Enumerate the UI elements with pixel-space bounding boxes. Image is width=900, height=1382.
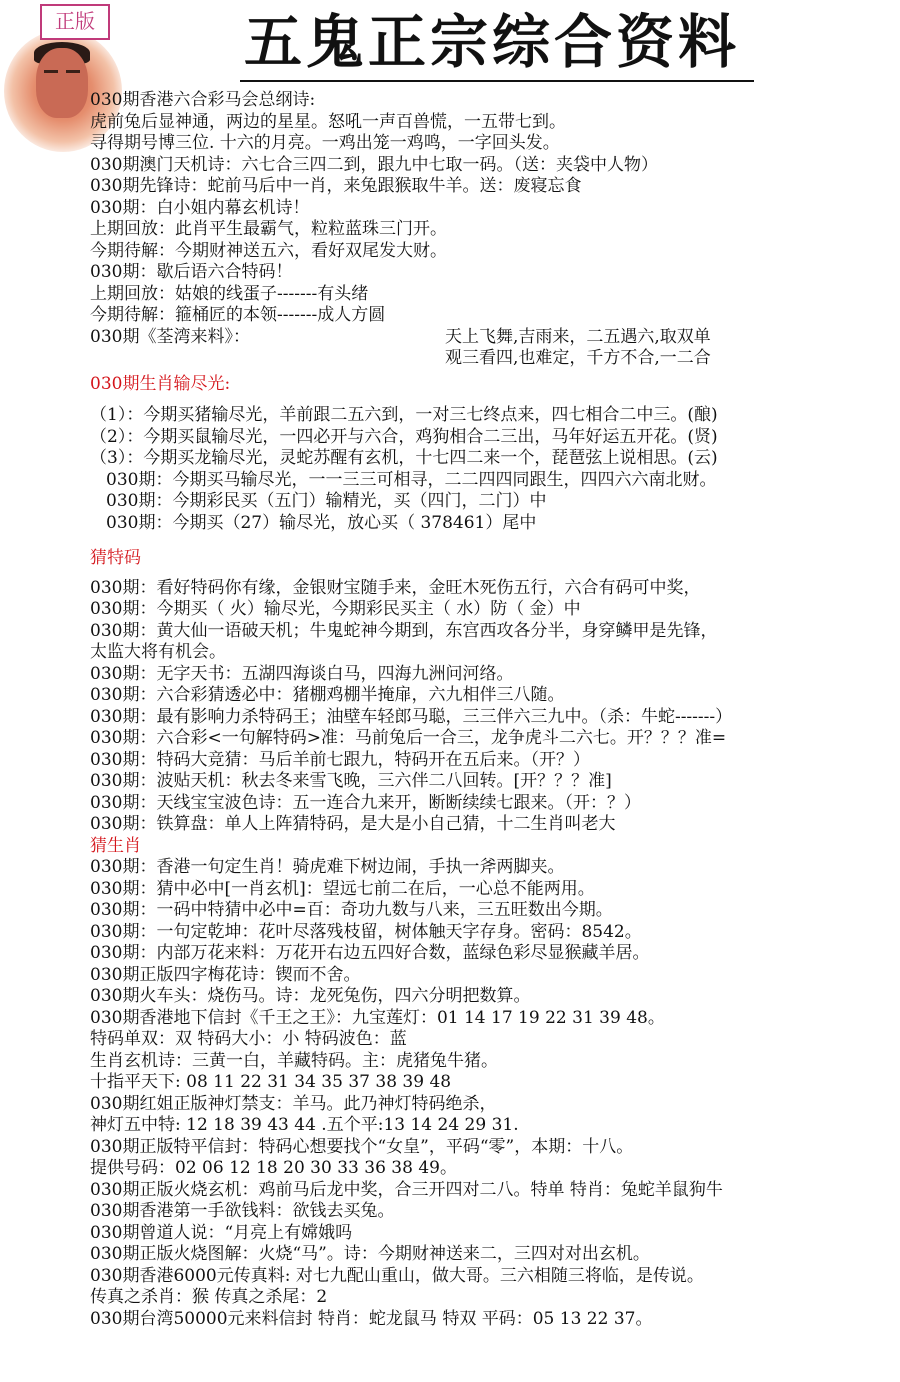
section-heading-temao: 猜特码 [90, 548, 141, 568]
text-line: 030期红姐正版神灯禁支：羊马。此乃神灯特码绝杀， [90, 1093, 497, 1114]
text-line: 030期正版火烧玄机：鸡前马后龙中奖，合三开四对二八。特单 特肖：兔蛇羊鼠狗牛 [90, 1179, 723, 1200]
text-line: 特码单双：双 特码大小：小 特码波色：蓝 [90, 1029, 407, 1049]
text-line: 上期回放：此肖平生最霸气，粒粒蓝珠三门开。 [90, 219, 447, 239]
text-line: 030期：一码中特猜中必中=百：奇功九数与八来，三五旺数出今期。 [90, 900, 613, 920]
text-line: 生肖玄机诗：三黄一白，羊藏特码。主：虎猪兔牛猪。 [90, 1050, 498, 1071]
text-line: 030期香港6000元传真料: 对七九配山重山，做大哥。三六相随三将临，是传说。 [90, 1265, 704, 1286]
text-line: 030期：波贴天机：秋去冬来雪飞晚，三六伴二八回转。[开？？？准] [90, 771, 612, 791]
text-line: 寻得期号博三位. 十六的月亮。一鸡出笼一鸡鸣，一字回头发。 [90, 133, 560, 153]
text-line: 030期香港地下信封《千王之王》：九宝莲灯：01 14 17 19 22 31 39 48。 [90, 1007, 665, 1028]
text-line: 030期正版四字梅花诗：锲而不舍。 [90, 964, 361, 985]
text-line: 030期：白小姐内幕玄机诗！ [90, 197, 310, 218]
text-line: 030期：香港一句定生肖！骑虎难下树边闹，手执一斧两脚夹。 [90, 857, 565, 877]
text-line: （3）：今期买龙输尽光，灵蛇苏醒有玄机，十七四二来一个，琵琶弦上说相思。(云) [90, 448, 718, 468]
text-line: 030期澳门天机诗：六七合三四二到，跟九中七取一码。（送：夹袋中人物） [90, 154, 658, 175]
text-line: 030期：今期买马输尽光，一一三三可相寻，二二四四同跟生，四四六六南北财。 [106, 469, 717, 490]
text-line: 提供号码：02 06 12 18 20 30 33 36 38 49。 [90, 1158, 457, 1178]
text-line: 虎前兔后显神通，两边的星星。怒吼一声百兽慌，一五带七到。 [90, 111, 566, 132]
text-line: 030期正版火烧图解：火烧“马”。诗：今期财神送来二，三四对对出玄机。 [90, 1244, 650, 1264]
text-line: 030期：今期买（27）输尽光，放心买（ 378461）尾中 [106, 512, 537, 533]
text-line: 030期：内部万花来料：万花开右边五四好合数，蓝绿色彩尽显猴藏羊居。 [90, 943, 650, 963]
text-line: 030期：今期彩民买（五门）输精光，买（四门，二门）中 [106, 491, 547, 511]
text-line: 030期火车头：烧伤马。诗：龙死兔伤，四六分明把数算。 [90, 986, 531, 1006]
text-line: 030期曾道人说：“月亮上有嫦娥吗 [90, 1222, 353, 1243]
text-line: 030期先锋诗：蛇前马后中一肖，来兔跟猴取牛羊。送：废寝忘食 [90, 176, 582, 196]
text-line: （1）：今期买猪输尽光，羊前跟二五六到，一对三七终点来，四七相合二中三。(酿) [90, 405, 718, 425]
text-line: 030期：黄大仙一语破天机；牛鬼蛇神今期到，东宫西攻各分半，身穿鳞甲是先锋， [90, 620, 718, 641]
poem-block [90, 327, 900, 370]
text-line: 上期回放：姑娘的线蛋子-------有头绪 [90, 283, 369, 304]
text-line: 030期：特码大竞猜：马后羊前七跟九，特码开在五后来。（开？） [90, 749, 590, 770]
text-line: 030期：今期买（ 火）输尽光，今期彩民买主（ 水）防（ 金）中 [90, 599, 581, 619]
content [0, 90, 900, 1330]
text-line: 今期待解：箍桶匠的本领-------成人方圆 [90, 305, 386, 325]
poem-line: 天上飞舞,吉雨来，二五遇六,取双单 [445, 326, 711, 347]
text-line: 030期：歇后语六合特码！ [90, 262, 293, 282]
text-line: 十指平天下: 08 11 22 31 34 35 37 38 39 48 [90, 1072, 452, 1092]
text-line: 030期：六合彩猜透必中：猪棚鸡棚半掩扉，六九相伴三八随。 [90, 685, 565, 705]
text-line: 太监大将有机会。 [90, 642, 226, 662]
text-line: 030期：一句定乾坤：花叶尽落残枝留，树体触天字存身。密码：8542。 [90, 921, 642, 942]
text-line: 今期待解：今期财神送五六，看好双尾发大财。 [90, 240, 447, 261]
text-line: 030期：六合彩<一句解特码>准：马前兔后一合三，龙争虎斗二六七。开？？？准= [90, 728, 727, 748]
text-line: 神灯五中特: 12 18 39 43 44 .五个平:13 14 24 29 31. [90, 1115, 519, 1135]
text-line: 030期：天线宝宝波色诗：五一连合九来开，断断续续七跟来。（开：？） [90, 792, 641, 813]
text-line: 030期：最有影响力杀特码王；油壁车轻郎马聪，三三伴六三九中。（杀：牛蛇-------） [90, 706, 733, 727]
text-line: 030期台湾50000元来料信封 特肖：蛇龙鼠马 特双 平码：05 13 22 37。 [90, 1308, 653, 1329]
title-underline [240, 80, 754, 82]
text-line: 030期：铁算盘：单人上阵猜特码，是大是小自己猜，十二生肖叫老大 [90, 814, 616, 834]
page-title: 五鬼正宗综合资料 [244, 8, 741, 76]
text-line: 030期香港第一手欲钱料：欲钱去买兔。 [90, 1201, 395, 1221]
authentic-badge: 正版 [40, 4, 110, 40]
poem-line: 观三看四,也难定，千方不合,一二合 [445, 348, 711, 368]
text-line: 030期：无字天书：五湖四海谈白马，四海九洲问河络。 [90, 663, 514, 684]
text-line: 030期正版特平信封：特码心想要找个“女皇”，平码“零”，本期：十八。 [90, 1136, 634, 1157]
text-line: 030期香港六合彩马会总纲诗: [90, 90, 316, 110]
text-line: （2）：今期买鼠输尽光，一四必开与六合，鸡狗相合二三出，马年好运五开花。(贤) [90, 426, 718, 447]
section-heading-shengxiao2: 猜生肖 [90, 835, 141, 856]
poem-label: 030期《荃湾来料》： [90, 326, 250, 347]
text-line: 030期：猜中必中[一肖玄机]：望远七前二在后，一心总不能两用。 [90, 878, 595, 899]
text-line: 030期：看好特码你有缘，金银财宝随手来，金旺木死伤五行，六合有码可中奖， [90, 577, 701, 598]
text-line: 传真之杀肖：猴 传真之杀尾：2 [90, 1287, 328, 1307]
section-heading-shengxiao: 030期生肖输尽光: [90, 373, 231, 394]
